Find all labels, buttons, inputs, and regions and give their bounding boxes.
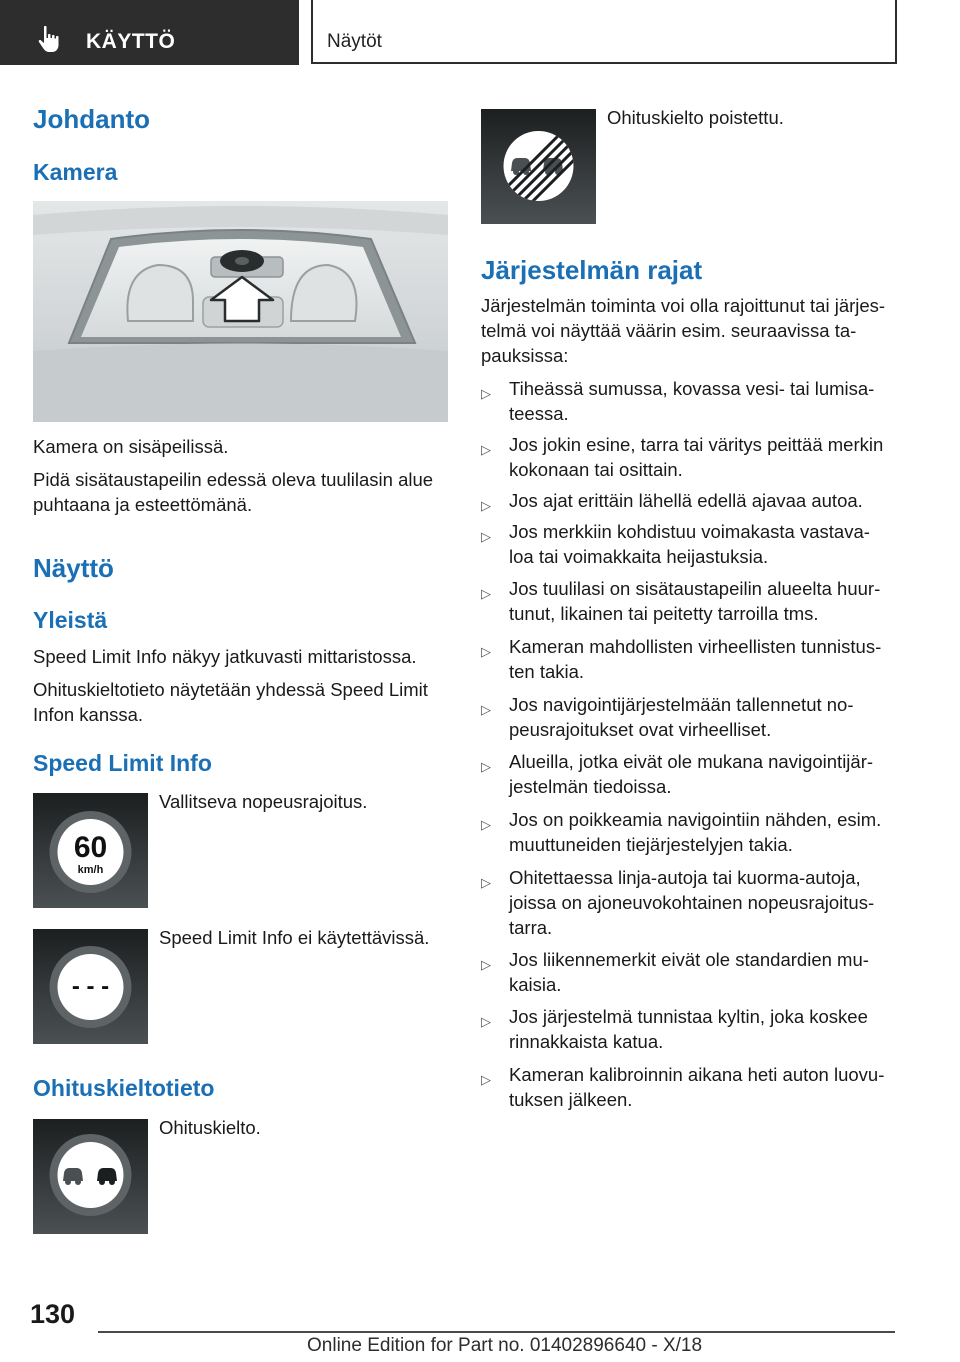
list-item-line: rinnakkaista katua. (509, 1031, 664, 1052)
triangle-bullet-icon: ▷ (481, 644, 491, 659)
subsection-title: Näytöt (327, 31, 382, 52)
overtaking-lifted-sign (481, 109, 596, 224)
camera-caption: Kamera on sisäpeilissä. (33, 436, 229, 457)
heading-camera: Kamera (33, 159, 118, 185)
heading-display: Näyttö (33, 553, 114, 583)
list-item-line: ten takia. (509, 661, 585, 682)
list-item-line: tarra. (509, 917, 553, 938)
sign-60-caption: Vallitseva nopeusrajoitus. (159, 791, 368, 812)
sign-dashes-caption: Speed Limit Info ei käytettävissä. (159, 927, 430, 948)
heading-overtaking: Ohituskieltotieto (33, 1075, 215, 1101)
speed-limit-60-sign (33, 793, 148, 908)
unavailable-dashes: - - - (71, 973, 110, 1000)
list-item-line: tuksen jälkeen. (509, 1089, 633, 1110)
list-item-line: Ohitettaessa linja-autoja tai kuorma-autoja, (509, 867, 861, 888)
list-item-line: Kameran mahdollisten virheellisten tunnistus- (509, 636, 882, 657)
page-number: 130 (30, 1299, 76, 1329)
list-item-line: Jos ajat erittäin lähellä edellä ajavaa autoa. (509, 490, 863, 511)
footer-edition-text: Online Edition for Part no. 01402896640 - X/18 (307, 1335, 703, 1356)
triangle-bullet-icon: ▷ (481, 817, 491, 832)
general-text-2-line-2: Infon kanssa. (33, 704, 144, 725)
no-overtaking-sign (33, 1119, 148, 1234)
triangle-bullet-icon: ▷ (481, 875, 491, 890)
list-item-line: loa tai voimakkaita heijastuksia. (509, 546, 769, 567)
list-item-line: Alueilla, jotka eivät ole mukana navigointijär- (509, 751, 874, 772)
section-title: KÄYTTÖ (86, 30, 176, 53)
triangle-bullet-icon: ▷ (481, 529, 491, 544)
triangle-bullet-icon: ▷ (481, 386, 491, 401)
list-item-line: muuttuneiden tiejärjestelyjen takia. (509, 834, 793, 855)
footer-divider (98, 1331, 895, 1333)
list-item-line: kokonaan tai osittain. (509, 459, 683, 480)
camera-text-line-2: puhtaana ja esteettömänä. (33, 494, 253, 515)
triangle-bullet-icon: ▷ (481, 586, 491, 601)
list-item-line: tunut, likainen tai peitetty tarroilla tms. (509, 603, 819, 624)
no-overtaking-caption: Ohituskielto. (159, 1117, 261, 1138)
list-item (481, 576, 901, 626)
heading-intro: Johdanto (33, 104, 150, 134)
list-item (481, 1004, 901, 1054)
list-item (481, 634, 901, 684)
list-item (481, 692, 901, 742)
list-item-line: Jos tuulilasi on sisätaustapeilin alueelta huur- (509, 578, 881, 599)
list-item-line: Jos järjestelmä tunnistaa kyltin, joka koskee (509, 1006, 868, 1027)
heading-system-limits: Järjestelmän rajat (481, 255, 703, 285)
list-item-line: teessa. (509, 403, 569, 424)
limits-intro-line-2: telmä voi näyttää väärin esim. seuraavissa ta- (481, 320, 857, 341)
list-item-line: joissa on ajoneuvokohtainen nopeusrajoitus- (509, 892, 875, 913)
hand-pointer-icon (36, 24, 66, 54)
list-item (481, 519, 901, 569)
list-item-line: Jos navigointijärjestelmään tallennetut no- (509, 694, 854, 715)
speed-limit-unavailable-sign (33, 929, 148, 1044)
subsection-tab (311, 0, 897, 64)
general-text-1: Speed Limit Info näkyy jatkuvasti mittaristossa. (33, 646, 417, 667)
speed-unit: km/h (77, 864, 104, 876)
list-item-line: Jos on poikkeamia navigointiin nähden, esim. (509, 809, 882, 830)
list-item-line: Tiheässä sumussa, kovassa vesi- tai lumisa- (509, 378, 875, 399)
camera-illustration (33, 201, 448, 422)
list-item (481, 947, 901, 997)
list-item-line: kaisia. (509, 974, 562, 995)
triangle-bullet-icon: ▷ (481, 442, 491, 457)
list-item (481, 865, 901, 940)
limits-intro-line-1: Järjestelmän toiminta voi olla rajoittunut tai järjes- (481, 295, 886, 316)
list-item (481, 488, 901, 513)
general-text-2-line-1: Ohituskieltotieto näytetään yhdessä Speed Limit (33, 679, 428, 700)
list-item (481, 1062, 901, 1112)
heading-general: Yleistä (33, 607, 108, 633)
list-item (481, 432, 901, 482)
heading-speed-limit-info: Speed Limit Info (33, 750, 212, 776)
list-item-line: peusrajoitukset ovat virheelliset. (509, 719, 772, 740)
overtaking-lifted-caption: Ohituskielto poistettu. (607, 107, 784, 128)
list-item (481, 376, 901, 426)
triangle-bullet-icon: ▷ (481, 702, 491, 717)
list-item-line: Kameran kalibroinnin aikana heti auton luovu- (509, 1064, 885, 1085)
triangle-bullet-icon: ▷ (481, 957, 491, 972)
triangle-bullet-icon: ▷ (481, 1072, 491, 1087)
list-item-line: Jos liikennemerkit eivät ole standardien mu- (509, 949, 869, 970)
triangle-bullet-icon: ▷ (481, 1014, 491, 1029)
list-item-line: jestelmän tiedoissa. (509, 776, 672, 797)
camera-text-line-1: Pidä sisätaustapeilin edessä oleva tuulilasin alue (33, 469, 434, 490)
speed-value: 60 (73, 831, 108, 864)
triangle-bullet-icon: ▷ (481, 759, 491, 774)
section-tab (0, 0, 299, 65)
triangle-bullet-icon: ▷ (481, 498, 491, 513)
list-item (481, 749, 901, 799)
limits-intro-line-3: pauksissa: (481, 345, 569, 366)
list-item-line: Jos merkkiin kohdistuu voimakasta vastava- (509, 521, 870, 542)
list-item (481, 807, 901, 857)
list-item-line: Jos jokin esine, tarra tai väritys peittää merkin (509, 434, 884, 455)
